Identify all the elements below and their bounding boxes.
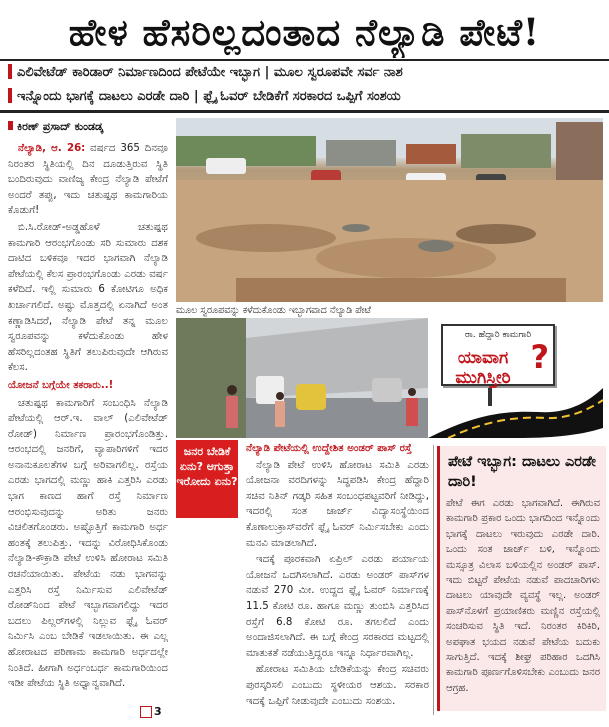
bullet-bar xyxy=(8,88,12,103)
bullet-bar xyxy=(8,64,12,79)
byline-marker xyxy=(8,121,13,130)
page-icon xyxy=(140,706,152,718)
paragraph: ಇದಕ್ಕೆ ಪೂರಕವಾಗಿ ಏಪ್ರಿಲ್ ಎರಡು ಪರ್ಯಾಯ ಯೋಜನೆ ಒದಗಿಸಲಾಗಿದೆ. ಎರಡು ಅಂಡರ್ ಪಾಸ್‌ಗಳ ನಡುವೆ 270 ಮೀ. ಉದ್ದದ ಫ್ಲೈ ಓವರ್ ನಿರ್ಮಾಣಕ್ಕೆ 11.5 ಕೋಟಿ ರೂ. ಹಾಗೂ ಮಣ್ಣು ತುಂಬಿಸಿ ಎತ್ತರಿಸಿದ ರಸ್ತೆಗೆ 6.8 ಕೋಟಿ ರೂ. ತಗಲಲಿದೆ ಎಂದು ಅಂದಾಜಿಸಲಾಗಿದೆ. ಈ ಬಗ್ಗೆ ಕೇಂದ್ರ ಸರಕಾರದ ಮಟ್ಟದಲ್ಲಿ ಮಾತುಕತೆ ನಡೆಯುತ್ತಿದ್ದರೂ ಇನ್ನೂ ನಿರ್ಧಾರವಾಗಿಲ್ಲ. xyxy=(246,554,429,659)
subhead-2 xyxy=(6,85,603,108)
paragraph: ಬಿ.ಸಿ.ರೋಡ್-ಅಡ್ಡಹೊಳೆ ಚತುಷ್ಪಥ ಕಾಮಗಾರಿ ಆರಂಭಗೊಂಡು ಸರಿ ಸುಮಾರು ದಶಕ ದಾಟಿದ ಬಳಿಕವೂ ಇದರ ಭಾಗವಾಗಿ ನೆಲ್ಯಾಡಿ ಪೇಟೆಯಲ್ಲಿ ಕೆಲಸ ಪ್ರಾರಂಭಗೊಂಡು ಎರಡು ವರ್ಷ ಕಳೆದಿದೆ. ಇಲ್ಲಿ ಸುಮಾರು 6 ಕೋಟಿಗೂ ಅಧಿಕ ಖರ್ಚಾಗಲಿದೆ. ಅಷ್ಟು ಮೊತ್ತದಲ್ಲಿ ಏನಾಗಿದೆ ಅಂತ ಕಣ್ಣಾಡಿಸಿದರೆ, ನೆಲ್ಯಾಡಿ ಪೇಟೆ ತನ್ನ ಮೂಲ ಸ್ವರೂಪವನ್ನು ಕಳೆದುಕೊಂಡು ಹೇಳ ಹೆಸರಿಲ್ಲದಂತಹ ಸ್ಥಿತಿಗೆ ತಲುಪಿರುವುದೇ ಆಗಿರುವ ಕೆಲಸ. xyxy=(8,221,168,374)
infographic xyxy=(428,318,603,438)
byline xyxy=(8,118,168,136)
subhead-1 xyxy=(6,61,603,84)
secondary-photo xyxy=(176,318,428,438)
question-mark-icon: ? xyxy=(530,338,549,376)
paragraph xyxy=(8,141,168,219)
page-number-text: 3 xyxy=(154,705,162,718)
sidebar-text: ಪೇಟೆ ಈಗ ಎರಡು ಭಾಗವಾಗಿದೆ. ಈಗಿರುವ ಕಾಮಗಾರಿ ಪ್ರಕಾರ ಒಂದು ಭಾಗದಿಂದ ಇನ್ನೊಂದು ಭಾಗಕ್ಕೆ ದಾಟಲು ಇರುವುದು ಎರಡೇ ದಾರಿ. ಒಂದು ಸಂತ ಜಾರ್ಜ್ ಬಳಿ, ಇನ್ನೊಂದು ಮಸ್ಸೂತ್ರ ವಿಲಾಸ ಬಳಿಯಲ್ಲಿನ ಅಂಡರ್ ಪಾಸ್. ಇದು ಬಿಟ್ಟರೆ ಪೇಟೆಯ ನಡುವೆ ಪಾದಚಾರಿಗಳು ದಾಟಲು ಯಾವುದೇ ವ್ಯವಸ್ಥೆ ಇಲ್ಲ. ಅಂಡರ್ ಪಾಸ್‌ನೊಳಗೆ ಪ್ರಯಾಣಿಕರು ಮಣ್ಣಿನ ರಸ್ತೆಯಲ್ಲಿ ಸಂಚರಿಸುವ ಸ್ಥಿತಿ ಇದೆ. ನಿರಂತರ ಕಿರಿಕಿರಿ, ಅಪಘಾತ ಭಯದ ನಡುವೆ ಪೇಟೆಯ ಬದುಕು ಸಾಗುತ್ತಿದೆ. ಇದಕ್ಕೆ ಶೀಘ್ರ ಪರಿಹಾರ ಒದಗಿಸಿ ಕಾಮಗಾರಿ ಪೂರ್ಣಗೊಳಿಸಬೇಕು ಎಂಬುದು ಜನರ ಆಗ್ರಹ. xyxy=(446,498,600,694)
paragraph: ಹೋರಾಟ ಸಮಿತಿಯ ಬೇಡಿಕೆಯನ್ನು ಕೇಂದ್ರ ಸಚಿವರು ಪುರಸ್ಕರಿಸಲಿ ಎಂಬುದು ಸ್ಥಳೀಯರ ಆಶಯ. ಸರಕಾರ ಇದಕ್ಕೆ ಒಪ್ಪಿಗೆ ನೀಡುವುದೇ ಎಂಬುದು ಸಂಶಯ. xyxy=(246,664,429,707)
main-photo-scene xyxy=(176,118,603,302)
secondary-photo-scene xyxy=(176,318,428,438)
page-number xyxy=(140,705,170,721)
byline-text: ಕಿರಣ್ ಪ್ರಸಾದ್ ಕುಂಡಡ್ಕ xyxy=(17,120,104,133)
subhead-2-text: ಇನ್ನೊಂದು ಭಾಗಕ್ಕೆ ದಾಟಲು ಎರಡೇ ದಾರಿ | ಫ್ಲೈ ಓವರ್ ಬೇಡಿಕೆಗೆ ಸರಕಾರದ ಒಪ್ಪಿಗೆ ಸಂಶಯ xyxy=(17,89,401,104)
paragraph xyxy=(246,441,429,457)
paragraph: ಚತುಷ್ಪಥ ಕಾಮಗಾರಿಗೆ ಸಂಬಂಧಿಸಿ ನೆಲ್ಯಾಡಿ ಪೇಟೆಯಲ್ಲಿ ಆರ್.ಇ. ವಾಲ್ (ಎಲಿವೇಟೆಡ್ ರೋಡ್) ನಿರ್ಮಾಣ ಪ್ರಾರಂಭಗೊಂಡಿತ್ತು. ಆರಂಭದಲ್ಲಿ ಜನರಿಗೆ, ವ್ಯಾಪಾರಿಗಳಿಗೆ ಇದರ ಅನಾನುಕೂಲತೆಗಳ ಬಗ್ಗೆ ಅರಿವಾಗಲಿಲ್ಲ. ರಸ್ತೆಯ ಎರಡು ಭಾಗದಲ್ಲಿ ಮಣ್ಣು ಹಾಕಿ ಎತ್ತರಿಸಿ ಎರಡು ಭಾಗ ಕಾಣದ ಹಾಗೆ ರಸ್ತೆ ನಿರ್ಮಾಣ ಆರಂಭಿಸುವುದನ್ನು ಅರಿತು ಜನರು ವಿಚಲಿತಗೊಂಡರು. ಅಷ್ಟೊತ್ತಿಗೆ ಕಾಮಗಾರಿ ಅರ್ಧ ಹಂತಕ್ಕೆ ತಲುಪಿತ್ತು. ಇದನ್ನು ವಿರೋಧಿಸಿಕೊಂಡು ನೆಲ್ಯಾಡಿ-ಕೌಕ್ರಾಡಿ ಪೇಟೆ ಉಳಿಸಿ ಹೋರಾಟ ಸಮಿತಿ ರಚನೆಯಾಯಿತು. ಪೇಟೆಯ ನಡು ಭಾಗವನ್ನು ಎತ್ತರಿಸಿ ರಸ್ತೆ ನಿರ್ಮಿಸುವ ಎಲಿವೇಟೆಡ್ ರೋಡ್‌ನಿಂದ ಪೇಟೆ ಇಬ್ಭಾಗವಾಗಲಿದ್ದು ಇದರ ಬದಲು ಪಿಲ್ಲರ್‌ಗಳಲ್ಲಿ ನಿಲ್ಲುವ ಫ್ಲೈ ಓವರ್ ನಿರ್ಮಿಸಿ ಎಂಬ ಬೇಡಿಕೆ ಇಡಲಾಯಿತು. ಈ ಎಲ್ಲ ಹೋರಾಟದ ಪರಿಣಾಮ ಕಾಮಗಾರಿ ಅರ್ಧದಲ್ಲೇ ನಿಂತಿದೆ. ಹೀಗಾಗಿ ಅರ್ಧಂಬರ್ಧ ಕಾಮಗಾರಿಯಿಂದ ಇಡೀ ಪೇಟೆಯ ಸ್ಥಿತಿ ಅಧ್ವಾನ್ವವಾಗಿದೆ. xyxy=(8,397,168,690)
lead-line: ನೆಲ್ಯಾಡಿ ಪೇಟೆಯಲ್ಲಿ ಉದ್ದೇಶಿತ ಅಂಡರ್ ಪಾಸ್ ರಸ್ತೆ xyxy=(246,443,412,454)
photo-caption: ಮೂಲ ಸ್ವರೂಪವನ್ನು ಕಳೆದುಕೊಂಡು ಇಬ್ಭಾಗವಾದ ನೆಲ್ಯಾಡಿ ಪೇಟೆ xyxy=(176,304,603,318)
column-divider xyxy=(433,445,434,715)
paragraph-text: ವರ್ಷದ 365 ದಿನವೂ ನಿರಂತರ ಸ್ಥಿತಿಯಲ್ಲಿ ದಿನ ದೂಡುತ್ತಿರುವ ಸ್ಥಿತಿ ಬಂದಿರುವುದು ವಾಣಿಜ್ಯ ಕೇಂದ್ರ ನೆಲ್ಯಾಡಿ ಪೇಟೆಗೆ ಅಂದರೆ ತಪ್ಪು, ಇದು ಚತುಷ್ಪಥ ಕಾಮಗಾರಿಯ ಕೊಡುಗೆ! xyxy=(8,143,168,217)
question-box: ಜನರ ಬೇಡಿಕೆ ಏನು? ಆಗುತ್ತಾ ಇರೋದು ಏನು? xyxy=(176,440,238,518)
main-photo xyxy=(176,118,603,302)
subhead-1-text: ಎಲಿವೇಟೆಡ್ ಕಾರಿಡಾರ್ ನಿರ್ಮಾಣದಿಂದ ಪೇಟೆಯೇ ಇಬ್ಭಾಗ | ಮೂಲ ಸ್ವರೂಪವೇ ಸರ್ವ ನಾಶ xyxy=(17,65,403,80)
article-column-1 xyxy=(8,141,168,711)
article-column-2 xyxy=(246,441,429,711)
question-signboard xyxy=(441,324,555,386)
sidebar-box xyxy=(437,446,606,711)
signboard-label: ರಾ. ಹೆದ್ದಾರಿ ಕಾಮಗಾರಿ xyxy=(464,330,532,340)
sidebar-heading: ಪೇಟೆ ಇಬ್ಭಾಗ: ದಾಟಲು ಎರಡೇ ದಾರಿ! xyxy=(448,454,596,490)
signboard-question: ಯಾವಾಗ ಮುಗಿಸ್ತೀರಿ xyxy=(455,348,511,388)
section-subhead: ಯೋಜನೆ ಬಗ್ಗೆಯೇ ತಕರಾರು..! xyxy=(8,379,114,391)
headline: ಹೇಳ ಹೆಸರಿಲ್ಲದಂತಾದ ನೆಲ್ಯಾಡಿ ಪೇಟೆ! xyxy=(68,10,541,54)
divider xyxy=(0,110,609,113)
dateline: ನೆಲ್ಯಾಡಿ, ಆ. 26: xyxy=(18,143,86,154)
paragraph: ನೆಲ್ಯಾಡಿ ಪೇಟೆ ಉಳಿಸಿ ಹೋರಾಟ ಸಮಿತಿ ಎರಡು ಯೋಜನಾ ವರದಿಗಳನ್ನು ಸಿದ್ಧಪಡಿಸಿ ಕೇಂದ್ರ ಹೆದ್ದಾರಿ ಸಚಿವ ನಿತಿನ್ ಗಡ್ಕರಿ ಸಹಿತ ಸಂಬಂಧಪಟ್ಟವರಿಗೆ ನೀಡಿದ್ದು, ಇದರಲ್ಲಿ ಸಂತ ಜಾರ್ಜ್ ವಿದ್ಯಾಸಂಸ್ಥೆಯಿಂದ ಕೊಣಾಲುಕ್ರಾಸ್‌ವರೆಗೆ ಫ್ಲೈ ಓವರ್ ನಿರ್ಮಿಸಬೇಕು ಎಂದು ಮನವಿ ಮಾಡಲಾಗಿದೆ. xyxy=(246,459,429,549)
